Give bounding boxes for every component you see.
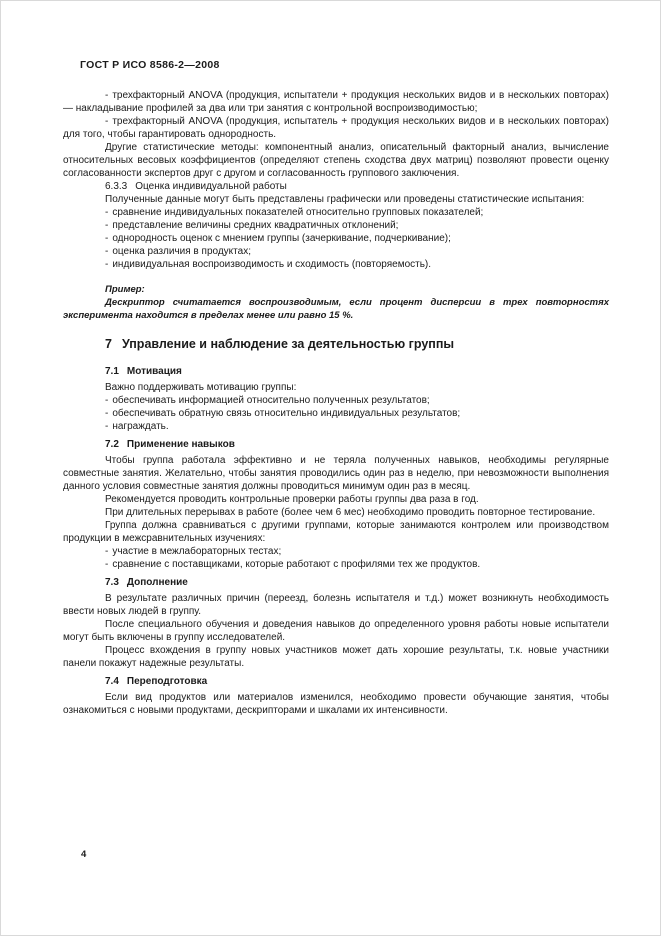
list-item — [63, 394, 609, 407]
paragraph: Другие статистические методы: компонентный анализ, описательный факторный анализ, вычисление относительных весовых коэффициентов (определяют степень сходства двух матриц) позволяют провести оценку согласованности экспертов друг с другом и согласованность группового заключения. — [63, 142, 609, 179]
list-item — [63, 232, 609, 245]
subsection-heading-7-1 — [63, 365, 609, 378]
list-item — [63, 245, 609, 258]
dash-marker: - — [105, 90, 109, 101]
paragraph: Важно поддерживать мотивацию группы: — [105, 382, 297, 393]
list-item — [63, 407, 609, 420]
list-item — [63, 420, 609, 433]
list-item-text: трехфакторный ANOVA (продукция, испытатель + продукция нескольких видов и в нескольких повторах) для того, чтобы гарантировать однородность. — [63, 116, 609, 140]
list-item — [63, 258, 609, 271]
dash-marker: - — [105, 395, 109, 406]
dash-marker: - — [105, 421, 109, 432]
list-item — [63, 545, 609, 558]
list-item-text: обеспечивать информацией относительно полученных результатов; — [112, 395, 430, 406]
heading-title: Мотивация — [126, 366, 182, 377]
dash-marker: - — [105, 207, 109, 218]
dash-marker: - — [105, 546, 109, 557]
heading-number: 7.4 — [105, 676, 119, 687]
example-label: Пример: — [105, 284, 145, 295]
heading-number: 7.1 — [105, 366, 119, 377]
list-item-text: обеспечивать обратную связь относительно индивидуальных результатов; — [112, 408, 461, 419]
list-item — [63, 206, 609, 219]
list-item-text: участие в межлабораторных тестах; — [112, 546, 282, 557]
paragraph: Чтобы группа работала эффективно и не теряла полученных навыков, необходимы регулярные совместные занятия. Желательно, чтобы занятия проводились один раз в неделю, при невозможности выполнения данного условия совместные занятия должны проводиться минимум один раз в месяц. — [63, 455, 609, 492]
list-item-text: оценка различия в продуктах; — [112, 246, 251, 257]
paragraph: Процесс вхождения в группу новых участников может дать хорошие результаты, т.к. новые участники панели покажут надежные результаты. — [63, 645, 609, 669]
list-item-text: сравнение с поставщиками, которые работают с профилями тех же продуктов. — [112, 559, 481, 570]
dash-marker: - — [105, 220, 109, 231]
heading-title: Управление и наблюдение за деятельностью группы — [121, 337, 455, 351]
paragraph: После специального обучения и доведения навыков до определенного уровня работы новые испытатели могут быть включены в группу исследователей. — [63, 619, 609, 643]
paragraph: Если вид продуктов или материалов изменился, необходимо провести обучающие занятия, чтобы ознакомиться с новыми продуктами, дескрипторами и шкалами их интенсивности. — [63, 692, 609, 716]
list-item-text: награждать. — [112, 421, 169, 432]
dash-marker: - — [105, 559, 109, 570]
list-item — [63, 115, 609, 141]
section-7-heading — [63, 336, 609, 353]
dash-marker: - — [105, 116, 109, 127]
heading-title: Оценка индивидуальной работы — [135, 181, 287, 192]
subsection-heading-7-3 — [63, 576, 609, 589]
list-item-text: сравнение индивидуальных показателей относительно групповых показателей; — [112, 207, 484, 218]
list-item — [63, 89, 609, 115]
list-item-text: трехфакторный ANOVA (продукция, испытатели + продукция нескольких видов и в нескольких повторах) — накладывание профилей за два или три занятия с контрольной воспроизводимостью; — [63, 90, 609, 114]
example-text: Дескриптор считатается воспроизводимым, если процент дисперсии в трех повторностях эксперимента находится в пределах менее или равно 15 %. — [63, 297, 609, 321]
paragraph: Рекомендуется проводить контрольные проверки работы группы два раза в год. — [105, 494, 479, 505]
heading-title: Переподготовка — [126, 676, 208, 687]
paragraph: Группа должна сравниваться с другими группами, которые занимаются контролем или производством продукции в межсравнительных изучениях: — [63, 520, 609, 544]
heading-number: 7.3 — [105, 577, 119, 588]
running-header: ГОСТ Р ИСО 8586-2—2008 — [80, 59, 220, 71]
dash-marker: - — [105, 233, 109, 244]
page-number: 4 — [81, 849, 87, 860]
paragraph: Полученные данные могут быть представлены графически или проведены статистические испытания: — [105, 194, 585, 205]
heading-number: 6.3.3 — [105, 181, 128, 192]
list-item — [63, 219, 609, 232]
heading-number: 7.2 — [105, 439, 119, 450]
subsection-heading-6-3-3 — [63, 180, 609, 193]
heading-title: Дополнение — [126, 577, 188, 588]
dash-marker: - — [105, 259, 109, 270]
paragraph: При длительных перерывах в работе (более чем 6 мес) необходимо проводить повторное тестирование. — [105, 507, 596, 518]
dash-marker: - — [105, 246, 109, 257]
list-item-text: представление величины средних квадратичных отклонений; — [112, 220, 399, 231]
dash-marker: - — [105, 408, 109, 419]
list-item-text: однородность оценок с мнением группы (зачеркивание, подчеркивание); — [112, 233, 451, 244]
list-item-text: индивидуальная воспроизводимость и сходимость (повторяемость). — [112, 259, 432, 270]
document-content — [63, 89, 609, 717]
subsection-heading-7-4 — [63, 675, 609, 688]
list-item — [63, 558, 609, 571]
subsection-heading-7-2 — [63, 438, 609, 451]
heading-title: Применение навыков — [126, 439, 235, 450]
paragraph: В результате различных причин (переезд, болезнь испытателя и т.д.) может возникнуть необходимость ввести новых людей в группу. — [63, 593, 609, 617]
heading-number: 7 — [105, 337, 112, 351]
